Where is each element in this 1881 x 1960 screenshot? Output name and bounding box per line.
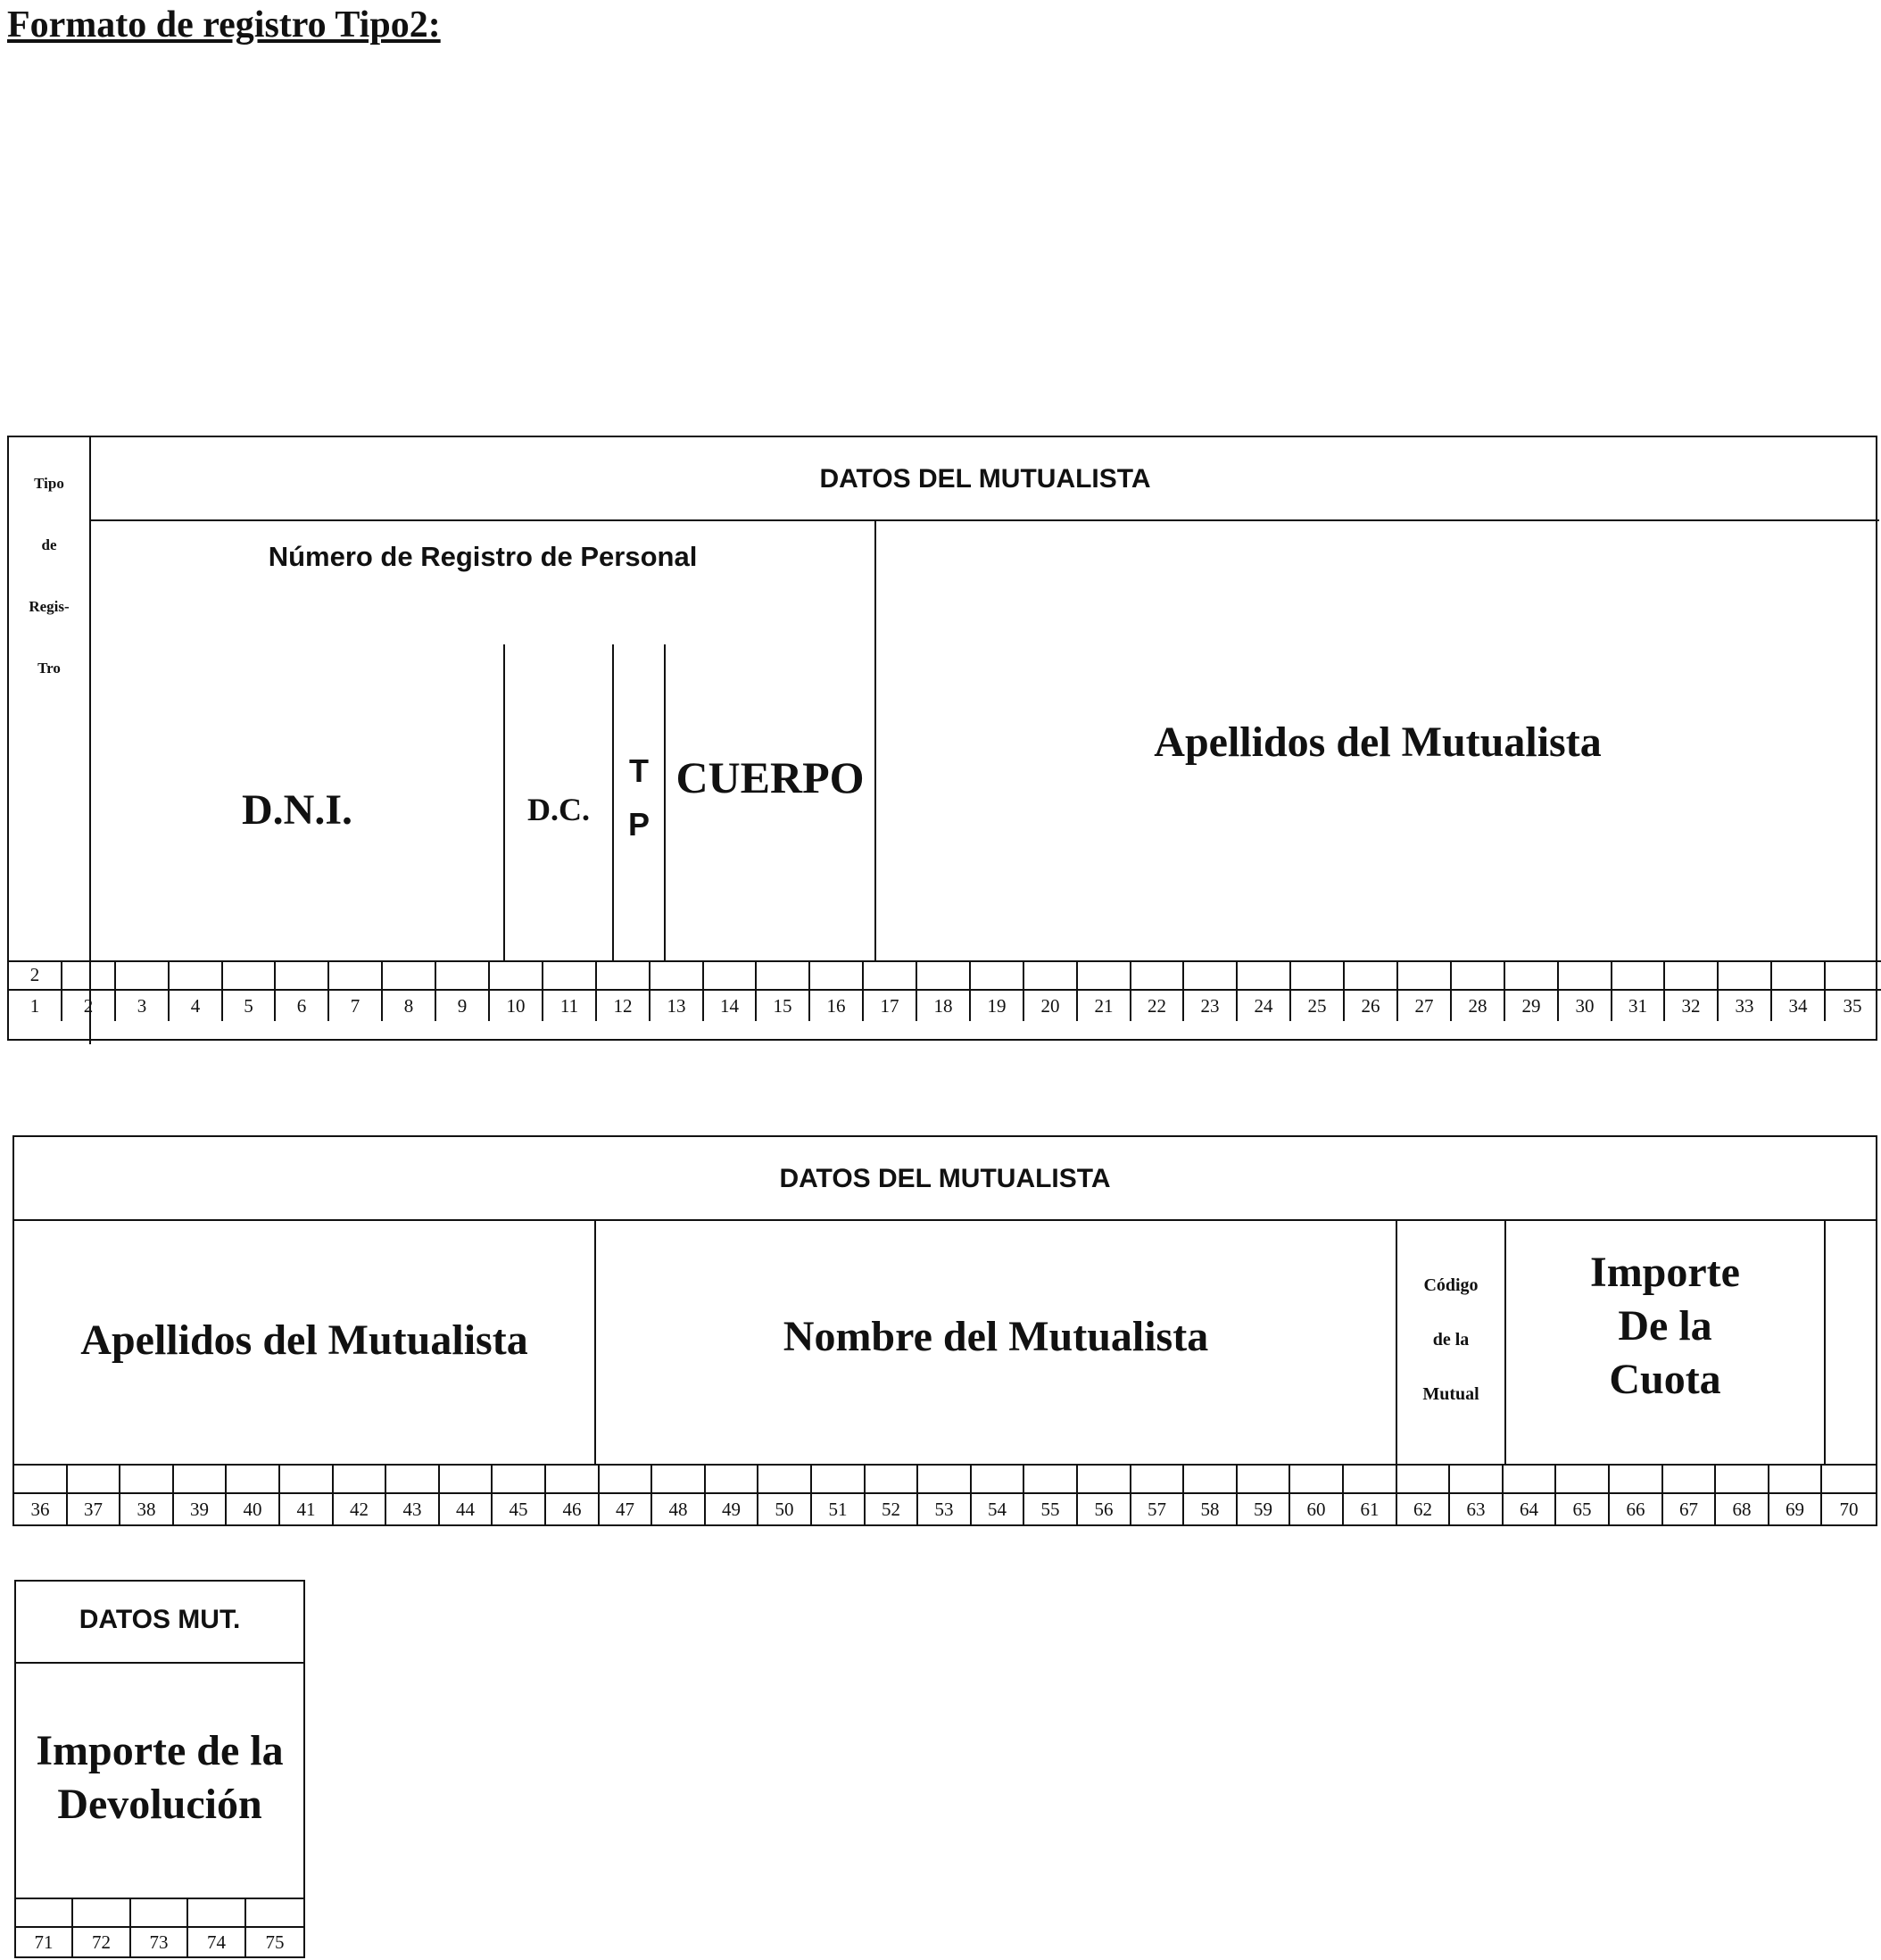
value-cell[interactable] bbox=[758, 1466, 812, 1492]
value-cell[interactable] bbox=[1612, 962, 1665, 989]
section-header: DATOS DEL MUTUALISTA bbox=[779, 1164, 1111, 1193]
value-cell[interactable] bbox=[1822, 1466, 1876, 1492]
position-number: 74 bbox=[188, 1928, 246, 1956]
value-cell[interactable] bbox=[1398, 962, 1452, 989]
position-number: 50 bbox=[758, 1494, 812, 1524]
table-1 bbox=[7, 436, 1877, 1041]
value-cell[interactable]: 2 bbox=[9, 962, 62, 989]
tp-label: T P bbox=[627, 752, 650, 843]
value-cell[interactable] bbox=[1719, 962, 1772, 989]
value-cell[interactable] bbox=[1238, 1466, 1290, 1492]
position-number: 75 bbox=[265, 1931, 285, 1953]
position-number: 59 bbox=[1238, 1494, 1290, 1524]
value-row bbox=[9, 962, 1879, 989]
value-cell[interactable] bbox=[757, 962, 810, 989]
value-cell[interactable] bbox=[1397, 1466, 1450, 1492]
value-cell[interactable] bbox=[704, 962, 757, 989]
value-cell[interactable] bbox=[1772, 962, 1826, 989]
position-number: 48 bbox=[652, 1494, 706, 1524]
position-number: 40 bbox=[227, 1494, 280, 1524]
position-number: 61 bbox=[1344, 1494, 1397, 1524]
value-cell[interactable] bbox=[223, 962, 276, 989]
value-cell[interactable] bbox=[334, 1466, 386, 1492]
position-number: 45 bbox=[493, 1494, 546, 1524]
position-number: 11 bbox=[543, 991, 597, 1021]
position-number: 16 bbox=[810, 991, 864, 1021]
position-number: 2 bbox=[62, 991, 116, 1021]
position-number: 70 bbox=[1839, 1499, 1859, 1520]
position-number: 66 bbox=[1610, 1494, 1663, 1524]
value-cell[interactable] bbox=[1290, 1466, 1344, 1492]
position-number: 52 bbox=[866, 1494, 918, 1524]
position-number: 44 bbox=[440, 1494, 493, 1524]
value-cell[interactable] bbox=[1505, 962, 1559, 989]
position-number: 30 bbox=[1559, 991, 1612, 1021]
position-number: 60 bbox=[1290, 1494, 1344, 1524]
value-cell[interactable] bbox=[652, 1466, 706, 1492]
position-number: 18 bbox=[917, 991, 971, 1021]
value-cell[interactable] bbox=[1826, 962, 1879, 989]
position-number: 25 bbox=[1291, 991, 1345, 1021]
position-number: 55 bbox=[1024, 1494, 1078, 1524]
position-number: 24 bbox=[1238, 991, 1291, 1021]
value-cell[interactable] bbox=[280, 1466, 334, 1492]
value-cell[interactable] bbox=[812, 1466, 866, 1492]
value-cell[interactable] bbox=[68, 1466, 120, 1492]
value-cell[interactable] bbox=[650, 962, 704, 989]
importe-devolucion-label: Importe de la Devolución bbox=[36, 1727, 284, 1828]
position-number: 23 bbox=[1184, 991, 1238, 1021]
position-number: 17 bbox=[864, 991, 917, 1021]
position-number: 53 bbox=[918, 1494, 972, 1524]
position-number: 68 bbox=[1716, 1494, 1769, 1524]
value-cell[interactable] bbox=[543, 962, 597, 989]
position-number: 38 bbox=[120, 1494, 174, 1524]
position-number: 31 bbox=[1612, 991, 1665, 1021]
position-number: 73 bbox=[131, 1928, 188, 1956]
value-cell[interactable] bbox=[810, 962, 864, 989]
value-cell[interactable] bbox=[1344, 1466, 1397, 1492]
value-cell[interactable] bbox=[1663, 1466, 1716, 1492]
value-cell[interactable] bbox=[1452, 962, 1505, 989]
dc-label: D.C. bbox=[527, 792, 590, 827]
value-cell[interactable] bbox=[383, 962, 436, 989]
codigo-mutual-label: Código de la Mutual bbox=[1422, 1275, 1479, 1404]
position-number: 28 bbox=[1452, 991, 1505, 1021]
position-number: 36 bbox=[14, 1494, 68, 1524]
position-number: 39 bbox=[174, 1494, 227, 1524]
value-cell[interactable] bbox=[246, 1899, 303, 1926]
position-number: 47 bbox=[600, 1494, 652, 1524]
tipo-registro-label: Tipo de Regis- Tro bbox=[29, 475, 70, 677]
nombre-label: Nombre del Mutualista bbox=[783, 1313, 1209, 1360]
position-number: 1 bbox=[9, 991, 62, 1021]
cuerpo-label: CUERPO bbox=[675, 752, 865, 802]
position-number: 7 bbox=[329, 991, 383, 1021]
value-cell[interactable] bbox=[386, 1466, 440, 1492]
position-number: 65 bbox=[1556, 1494, 1610, 1524]
value-cell[interactable] bbox=[1665, 962, 1719, 989]
value-row bbox=[16, 1899, 303, 1926]
value-cell[interactable] bbox=[120, 1466, 174, 1492]
position-number: 34 bbox=[1772, 991, 1826, 1021]
position-number: 46 bbox=[546, 1494, 600, 1524]
value-cell[interactable] bbox=[1131, 1466, 1184, 1492]
value-row bbox=[14, 1466, 1876, 1492]
position-number: 72 bbox=[73, 1928, 131, 1956]
position-number: 20 bbox=[1024, 991, 1078, 1021]
value-cell[interactable] bbox=[1610, 1466, 1663, 1492]
position-number: 51 bbox=[812, 1494, 866, 1524]
position-number: 57 bbox=[1131, 1494, 1184, 1524]
value-cell[interactable] bbox=[1556, 1466, 1610, 1492]
value-cell[interactable] bbox=[440, 1466, 493, 1492]
section-header: DATOS MUT. bbox=[79, 1605, 241, 1634]
position-number: 27 bbox=[1398, 991, 1452, 1021]
value-cell[interactable] bbox=[866, 1466, 918, 1492]
position-number: 33 bbox=[1719, 991, 1772, 1021]
value-cell[interactable] bbox=[188, 1899, 246, 1926]
position-number: 54 bbox=[972, 1494, 1024, 1524]
position-row bbox=[9, 991, 1879, 1021]
position-number: 35 bbox=[1843, 995, 1862, 1017]
value-cell[interactable] bbox=[16, 1899, 73, 1926]
value-cell[interactable] bbox=[1291, 962, 1345, 989]
value-cell[interactable] bbox=[436, 962, 490, 989]
position-number: 5 bbox=[223, 991, 276, 1021]
position-number: 9 bbox=[436, 991, 490, 1021]
position-number: 22 bbox=[1131, 991, 1184, 1021]
value-cell[interactable] bbox=[1024, 1466, 1078, 1492]
value-cell[interactable] bbox=[546, 1466, 600, 1492]
value-cell[interactable] bbox=[917, 962, 971, 989]
position-number: 63 bbox=[1450, 1494, 1504, 1524]
position-number: 14 bbox=[704, 991, 757, 1021]
position-number: 41 bbox=[280, 1494, 334, 1524]
position-number: 69 bbox=[1769, 1494, 1822, 1524]
importe-cuota-label: Importe De la Cuota bbox=[1590, 1249, 1740, 1403]
position-number: 49 bbox=[706, 1494, 758, 1524]
value-cell[interactable] bbox=[1024, 962, 1078, 989]
value-cell[interactable] bbox=[600, 1466, 652, 1492]
value-cell[interactable] bbox=[276, 962, 329, 989]
value-cell[interactable] bbox=[131, 1899, 188, 1926]
position-number: 29 bbox=[1505, 991, 1559, 1021]
value-cell[interactable] bbox=[116, 962, 170, 989]
value-cell[interactable] bbox=[329, 962, 383, 989]
value-cell[interactable] bbox=[62, 962, 116, 989]
value-cell[interactable] bbox=[1716, 1466, 1769, 1492]
position-number: 4 bbox=[170, 991, 223, 1021]
value-cell[interactable] bbox=[1504, 1466, 1556, 1492]
position-number: 42 bbox=[334, 1494, 386, 1524]
numero-registro-personal-label: Número de Registro de Personal bbox=[268, 541, 698, 572]
table-2 bbox=[12, 1135, 1877, 1526]
value-cell[interactable] bbox=[1450, 1466, 1504, 1492]
position-number: 26 bbox=[1345, 991, 1398, 1021]
dni-label: D.N.I. bbox=[241, 786, 352, 834]
position-number: 71 bbox=[16, 1928, 73, 1956]
value-cell[interactable] bbox=[1078, 962, 1131, 989]
apellidos-label: Apellidos del Mutualista bbox=[1154, 718, 1602, 766]
page-title: Formato de registro Tipo2: bbox=[7, 4, 441, 46]
position-number: 32 bbox=[1665, 991, 1719, 1021]
position-row bbox=[14, 1494, 1876, 1524]
value-cell[interactable] bbox=[490, 962, 543, 989]
value-cell[interactable] bbox=[170, 962, 223, 989]
position-number: 3 bbox=[116, 991, 170, 1021]
position-number: 21 bbox=[1078, 991, 1131, 1021]
position-number: 10 bbox=[490, 991, 543, 1021]
section-header: DATOS DEL MUTUALISTA bbox=[819, 464, 1151, 494]
position-number: 13 bbox=[650, 991, 704, 1021]
value-cell[interactable] bbox=[493, 1466, 546, 1492]
value-cell[interactable] bbox=[1184, 1466, 1238, 1492]
position-number: 8 bbox=[383, 991, 436, 1021]
value-cell[interactable] bbox=[14, 1466, 68, 1492]
value-cell[interactable] bbox=[597, 962, 650, 989]
position-number: 58 bbox=[1184, 1494, 1238, 1524]
position-number: 56 bbox=[1078, 1494, 1131, 1524]
value-cell[interactable] bbox=[1345, 962, 1398, 989]
position-number: 37 bbox=[68, 1494, 120, 1524]
value-cell[interactable] bbox=[1078, 1466, 1131, 1492]
position-number: 62 bbox=[1397, 1494, 1450, 1524]
value-cell[interactable] bbox=[1769, 1466, 1822, 1492]
value-cell[interactable] bbox=[972, 1466, 1024, 1492]
value-cell[interactable] bbox=[1238, 962, 1291, 989]
position-number: 64 bbox=[1504, 1494, 1556, 1524]
apellidos-label: Apellidos del Mutualista bbox=[80, 1316, 528, 1364]
value-cell[interactable] bbox=[1559, 962, 1612, 989]
position-row bbox=[16, 1928, 303, 1956]
position-number: 15 bbox=[757, 991, 810, 1021]
value-cell[interactable] bbox=[706, 1466, 758, 1492]
position-number: 19 bbox=[971, 991, 1024, 1021]
position-number: 6 bbox=[276, 991, 329, 1021]
position-number: 43 bbox=[386, 1494, 440, 1524]
value-cell[interactable] bbox=[1184, 962, 1238, 989]
value-cell[interactable] bbox=[73, 1899, 131, 1926]
value-cell[interactable] bbox=[227, 1466, 280, 1492]
position-number: 67 bbox=[1663, 1494, 1716, 1524]
value-cell[interactable] bbox=[918, 1466, 972, 1492]
value-cell[interactable] bbox=[971, 962, 1024, 989]
table-3 bbox=[14, 1580, 305, 1958]
value-cell[interactable] bbox=[174, 1466, 227, 1492]
value-cell[interactable] bbox=[864, 962, 917, 989]
value-cell[interactable] bbox=[1131, 962, 1184, 989]
position-number: 12 bbox=[597, 991, 650, 1021]
